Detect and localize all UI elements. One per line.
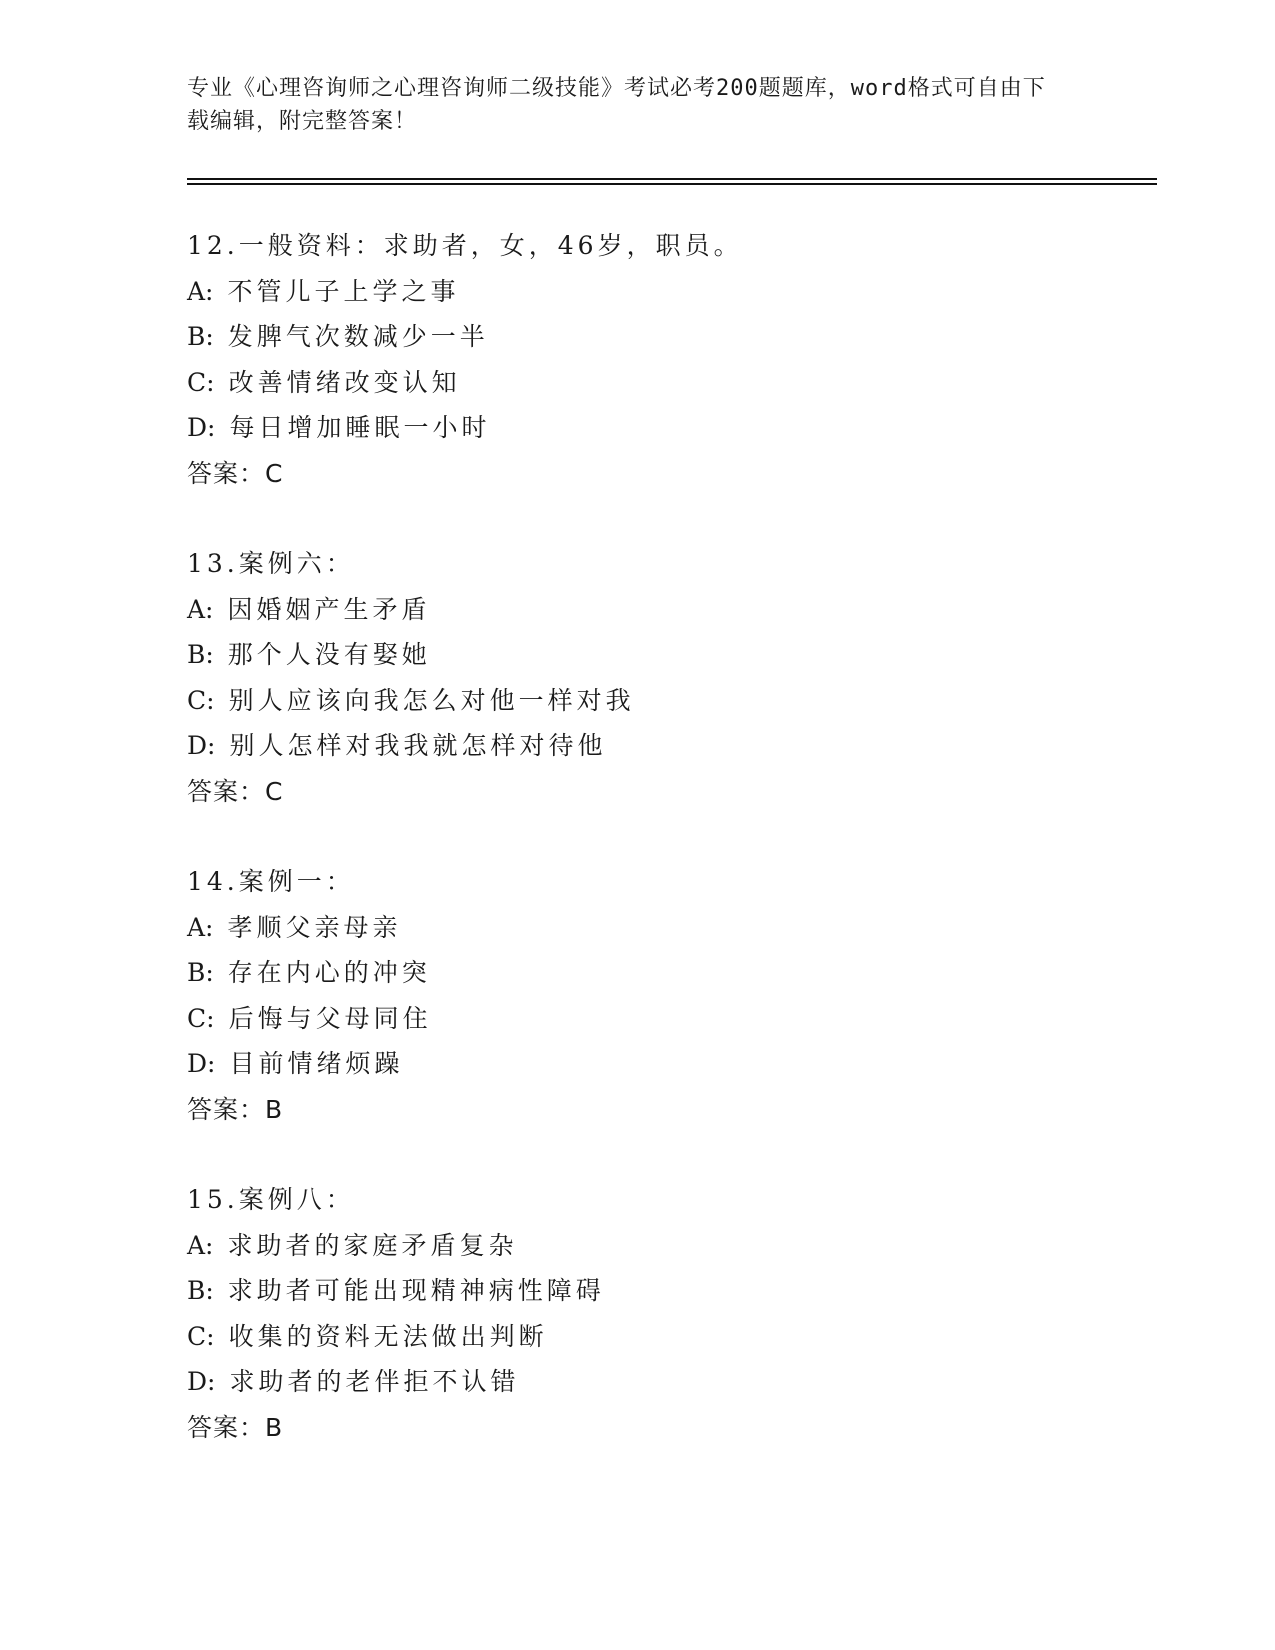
option-d [187,1041,1147,1087]
option-text: 求助者的家庭矛盾复杂 [227,1230,518,1260]
option-letter: A: [187,276,214,306]
option-letter: A: [187,1230,214,1260]
question-12 [187,223,1147,496]
option-text: 后悔与父母同住 [228,1003,432,1033]
option-a [187,269,1147,315]
option-text: 求助者的老伴拒不认错 [229,1367,520,1396]
option-letter: B: [187,640,214,669]
option-letter: D: [187,1049,216,1078]
option-letter: B: [187,322,214,351]
answer-line: 答案：B [187,1412,284,1442]
option-text: 目前情绪烦躁 [229,1049,404,1078]
option-a [187,1223,1147,1269]
answer-line: 答案：C [187,776,284,806]
option-letter: B: [187,958,214,987]
option-letter: C: [187,367,215,397]
option-text: 不管儿子上学之事 [227,276,460,306]
option-c [187,678,1147,724]
option-text: 求助者可能出现精神病性障碍 [227,1276,605,1305]
answer-line: 答案：C [187,458,284,488]
option-letter: B: [187,1276,214,1305]
option-letter: A: [187,912,214,942]
answer-line: 答案：B [187,1094,284,1124]
option-text: 因婚姻产生矛盾 [227,594,431,624]
question-stem: 12.一般资料：求助者，女，46岁，职员。 [187,231,743,260]
option-text: 别人怎样对我我就怎样对待他 [229,731,607,760]
option-text: 孝顺父亲母亲 [227,912,402,942]
option-b [187,632,1147,678]
option-letter: D: [187,413,216,442]
question-stem: 14.案例一： [187,867,355,896]
option-text: 别人应该向我怎么对他一样对我 [228,685,635,715]
option-text: 收集的资料无法做出判断 [228,1321,548,1351]
option-b [187,1268,1147,1314]
option-letter: D: [187,731,216,760]
question-14 [187,859,1147,1132]
option-letter: C: [187,685,215,715]
header-divider-bottom [187,183,1157,185]
header-divider-top [187,178,1157,180]
option-letter: C: [187,1003,215,1033]
option-b [187,314,1147,360]
option-a [187,587,1147,633]
document-header: 专业《心理咨询师之心理咨询师二级技能》考试必考200题题库，word格式可自由下载编辑，附完整答案！ [187,76,1046,134]
option-text: 存在内心的冲突 [227,958,431,987]
option-c [187,1314,1147,1360]
option-c [187,360,1147,406]
option-text: 发脾气次数减少一半 [227,322,489,351]
option-d [187,1359,1147,1405]
option-text: 每日增加睡眠一小时 [229,413,491,442]
option-d [187,405,1147,451]
option-d [187,723,1147,769]
question-stem: 15.案例八： [187,1185,355,1214]
option-a [187,905,1147,951]
option-b [187,950,1147,996]
option-letter: C: [187,1321,215,1351]
question-stem: 13.案例六： [187,549,355,578]
option-c [187,996,1147,1042]
option-text: 改善情绪改变认知 [228,367,461,397]
question-15 [187,1177,1147,1450]
option-text: 那个人没有娶她 [227,640,431,669]
option-letter: A: [187,594,214,624]
option-letter: D: [187,1367,216,1396]
question-13 [187,541,1147,814]
